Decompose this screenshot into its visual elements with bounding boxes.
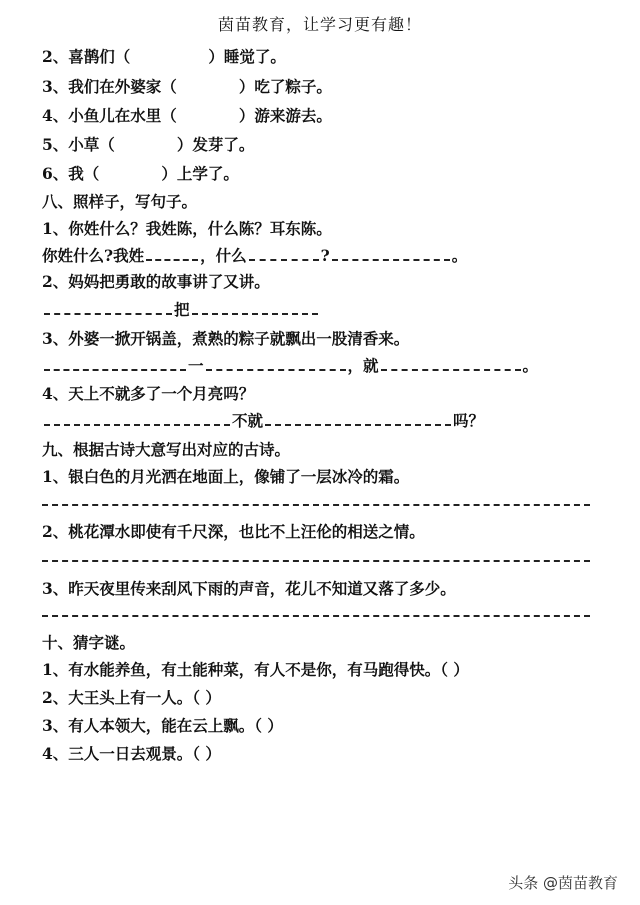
watermark: 头条 @茵苗教育: [508, 874, 618, 892]
section-8-question-2: 2、妈妈把勇敢的故事讲了又讲。: [42, 272, 270, 291]
answer-blank[interactable]: [381, 368, 521, 371]
riddle-item-4: 4、三人一日去观景。（ ）: [42, 744, 221, 763]
item-number: 2、: [42, 47, 69, 66]
item-suffix: ）游来游去。: [238, 106, 332, 125]
item-number: 5、: [42, 135, 69, 154]
answer-line[interactable]: [42, 615, 590, 617]
answer-blank[interactable]: [146, 258, 198, 261]
answer-blank[interactable]: [192, 312, 318, 315]
answer-blank[interactable]: [206, 368, 346, 371]
section-8-answer-4: [42, 411, 484, 431]
answer-line[interactable]: [42, 504, 590, 506]
item-prefix: 小鱼儿在水里（: [68, 106, 177, 125]
answer-blank[interactable]: [44, 368, 186, 371]
answer-text: 。: [522, 356, 539, 375]
section-8-question-3: 3、外婆一掀开锅盖，煮熟的粽子就飘出一股清香来。: [42, 329, 410, 348]
riddle-item-2: 2、大王头上有一人。（ ）: [42, 688, 221, 707]
answer-blank[interactable]: [332, 258, 450, 261]
answer-text: 不就: [232, 411, 264, 430]
answer-text: ，什么: [200, 246, 247, 265]
section-9-question-1: 1、银白色的月光洒在地面上，像铺了一层冰冷的霜。: [42, 467, 410, 486]
fill-item-3: [42, 77, 332, 97]
page-header-title: 茵苗教育，让学习更有趣！: [217, 15, 422, 34]
answer-blank[interactable]: [265, 423, 451, 426]
section-8-question-4: 4、天上不就多了一个月亮吗？: [42, 384, 255, 403]
section-9-question-2: 2、桃花潭水即使有千尺深，也比不上汪伦的相送之情。: [42, 522, 425, 541]
fill-item-2: [42, 47, 286, 67]
item-suffix: ）吃了粽子。: [238, 77, 332, 96]
section-8-heading: 八、照样子，写句子。: [42, 192, 198, 211]
section-10-heading: 十、猜字谜。: [42, 633, 136, 652]
answer-text: 一: [188, 356, 204, 375]
item-number: 3、: [42, 77, 69, 96]
answer-text: 你姓什么?我姓: [42, 246, 145, 265]
riddle-item-3: 3、有人本领大，能在云上飘。（ ）: [42, 716, 283, 735]
answer-text: 。: [451, 246, 468, 265]
item-prefix: 喜鹊们（: [68, 47, 131, 66]
fill-item-4: [42, 106, 332, 126]
item-prefix: 小草（: [68, 135, 115, 154]
answer-blank[interactable]: [249, 258, 319, 261]
item-number: 6、: [42, 164, 69, 183]
item-prefix: 我（: [68, 164, 100, 183]
answer-blank[interactable]: [44, 312, 172, 315]
answer-text: ?: [320, 246, 330, 265]
item-suffix: ）发芽了。: [176, 135, 255, 154]
fill-item-5: [42, 135, 254, 155]
section-9-question-3: 3、昨天夜里传来刮风下雨的声音，花儿不知道又落了多少。: [42, 579, 456, 598]
item-prefix: 我们在外婆家（: [68, 77, 177, 96]
answer-text: 吗？: [453, 411, 485, 430]
section-8-answer-2: [42, 300, 320, 320]
answer-text: 把: [174, 300, 190, 319]
answer-line[interactable]: [42, 560, 590, 562]
section-9-heading: 九、根据古诗大意写出对应的古诗。: [42, 440, 291, 459]
answer-text: ，就: [347, 356, 379, 375]
fill-item-6: [42, 164, 239, 184]
answer-blank[interactable]: [44, 423, 230, 426]
section-8-question-1: 1、你姓什么？我姓陈，什么陈？耳东陈。: [42, 219, 332, 238]
item-suffix: ）睡觉了。: [208, 47, 286, 66]
riddle-item-1: 1、有水能养鱼，有土能种菜，有人不是你，有马跑得快。（ ）: [42, 660, 469, 679]
section-8-answer-1: [42, 246, 467, 266]
item-number: 4、: [42, 106, 69, 125]
section-8-answer-3: [42, 356, 538, 376]
item-suffix: ）上学了。: [161, 164, 239, 183]
